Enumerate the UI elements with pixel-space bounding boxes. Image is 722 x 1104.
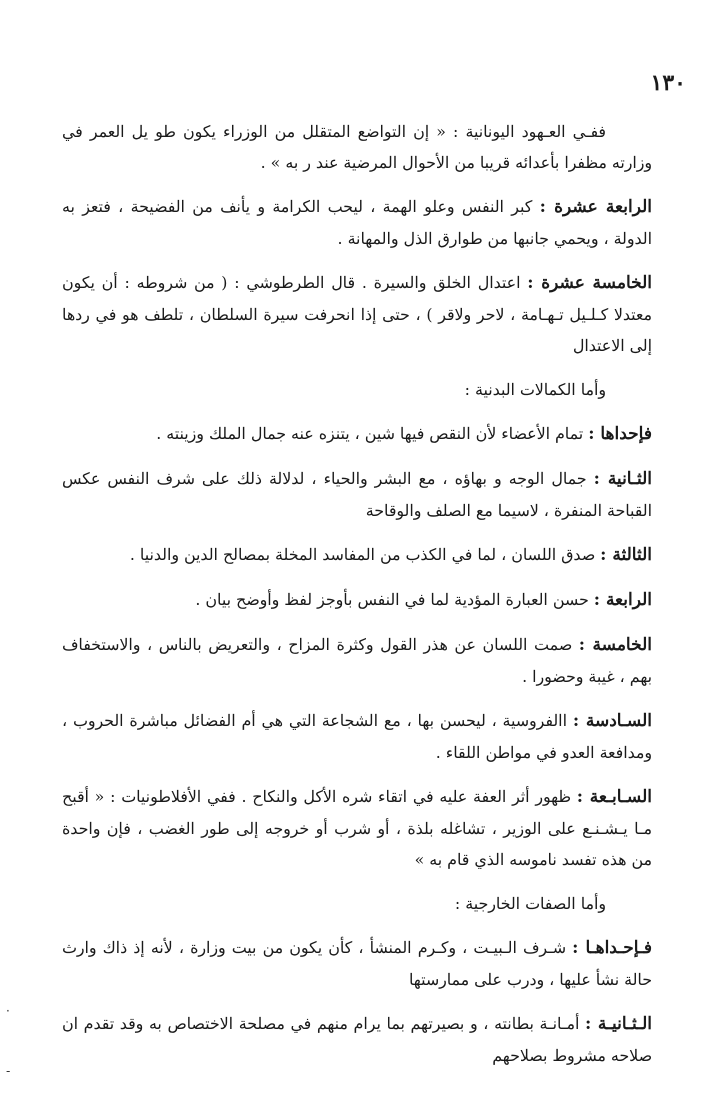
paragraph-term: السـادسة : [572,711,652,731]
paragraph-text: صدق اللسان ، لما في الكذب من المفاسد المخلة بمصالح الدين والدنيا . [129,545,601,564]
paragraph-physical-third [62,539,652,571]
paragraph-physical-fourth [62,584,652,616]
paragraph-text: ظهور أثر العفة عليه في اتقاء شره الأكل والنكاح . ففي الأفلاطونيات : « أقبح مـا يـشـنـع على الوزير ، تشاغله بلذة ، أو شرب أو خروجه إلى طور الغضب ، فإن واحدة من هذه تفسد ناموسه الذي قام به » [62,787,652,869]
paragraph-text: أمـانـة بطانته ، و بصيرتهم بما يرام منهم في مصلحة الاختصاص به وقد تقدم ان صلاحه مشروط بصلاحهم [62,1014,652,1065]
paragraph-term: فإحداها : [588,424,652,444]
paragraph-external-first [62,932,652,995]
paragraph-text: جمال الوجه و بهاؤه ، مع البشر والحياء ، لدلالة ذلك على شرف النفس عكس القباحة المنفرة ، لاسيما مع الصلف والوقاحة [62,469,652,520]
paragraph-text: وأما الكمالات البدنية : [464,380,606,399]
paragraph-text: حسن العبارة المؤدية لما في النفس بأوجز لفظ وأوضح بيان . [195,590,594,609]
paragraph-text: اعتدال الخلق والسيرة . قال الطرطوشي : ( من شروطه : أن يكون معتدلا كـلـيل تـهـامة ، لاحر ولاقر ) ، حتى إذا انحرفت سيرة السلطان ، تلطف هو في ردها إلى الاعتدال [62,273,652,355]
paragraph-text: تمام الأعضاء لأن النقص فيها شين ، يتنزه عنه جمال الملك وزينته . [156,424,589,443]
paragraph-physical-second [62,463,652,526]
page-body [62,116,652,1084]
paragraph-term: الرابعة عشرة : [539,197,652,217]
paragraph-fourteenth [62,191,652,254]
paragraph-term: السـابـعة : [576,787,652,807]
page-number: ١٣٠ [650,70,686,96]
paragraph-external-heading [62,888,652,919]
paragraph-term: الخامسة : [578,635,652,655]
paragraph-external-second [62,1008,652,1071]
paragraph-term: الخامسة عشرة : [527,273,653,293]
paragraph-physical-seventh [62,781,652,875]
paragraph-text: كبر النفس وعلو الهمة ، ليحب الكرامة و يأنف من الفضيحة ، فتعز به الدولة ، ويحمي جانبها من طوارق الذل والمهانة . [62,197,652,248]
paragraph-text: وأما الصفات الخارجية : [454,894,606,913]
paragraph-term: الرابعة : [593,590,652,610]
margin-dot-mark: · [6,1004,10,1018]
paragraph-physical-fifth [62,629,652,692]
paragraph-physical-heading [62,374,652,405]
paragraph-text: صمت اللسان عن هذر القول وكثرة المزاح ، والتعريض بالناس ، والاستخفاف بهم ، غيبة وحضورا . [62,635,652,686]
paragraph-fifteenth [62,267,652,361]
paragraph-text: االفروسية ، ليحسن بها ، مع الشجاعة التي هي أم الفضائل مباشرة الحروب ، ومدافعة العدو في مواطن اللقاء . [62,711,652,762]
paragraph-term: الـثـانيـة : [585,1014,652,1034]
paragraph-text: ففـي العـهود اليونانية : « إن التواضع المتقلل من الوزراء يكون طو يل العمر في وزارته مظفرا بأعدائه قريبا من الأحوال المرضية عند ر به » . [62,122,652,172]
paragraph-physical-first [62,418,652,450]
paragraph-term: الثـانية : [593,469,652,489]
margin-dash-mark: - [6,1064,11,1078]
paragraph-term: الثالثة : [600,545,652,565]
paragraph-physical-sixth [62,705,652,768]
paragraph-greek-covenants [62,116,652,178]
paragraph-term: فـإحـداهـا : [572,938,652,958]
paragraph-text: شـرف الـبيـت ، وكـرم المنشأ ، كأن يكون من بيت وزارة ، لأنه إذ ذاك وارث حالة نشأ عليها ، ودرب على ممارستها [62,938,652,989]
